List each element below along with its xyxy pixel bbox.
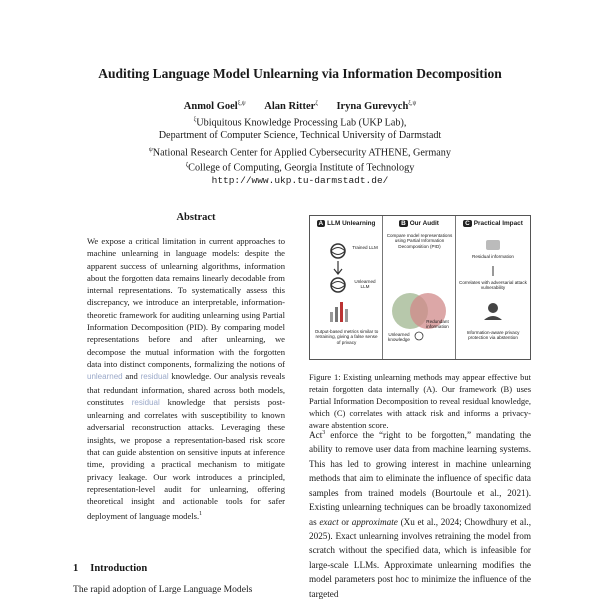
author: Alan Ritter$^\zeta$ (264, 100, 318, 112)
lab-url-link[interactable]: http://www.ukp.tu-darmstadt.de/ (211, 175, 389, 186)
label: Unlearned LLM (354, 279, 376, 290)
footnote-marker[interactable]: 3 (322, 430, 326, 436)
figure-caption: Figure 1: Existing unlearning methods may appear effective but retain forgotten data internally (A). Our framework (B) uses Partial Information Decomposition to reveal residual knowledge, which (C) correlates with attack risk and informs a privacy-aware abstention score. (309, 372, 531, 430)
label: Output-based metrics similar to retraining, giving a false sense of privacy (314, 329, 379, 345)
panel-c: C Practical Impact Residual information Correlates with adversarial attack vulnerability Information-aware privacy protection via abstention (456, 216, 530, 359)
label: Residual information (472, 254, 514, 259)
model-icon (331, 278, 345, 292)
label: Unlearned knowledge (388, 332, 410, 343)
label: Correlates with adversarial attack vulnerability (459, 280, 527, 291)
label: Compare model representations using Partial Information Decomposition (PID) (386, 233, 453, 249)
author: Anmol Goel$^{\xi,\psi}$ (183, 100, 246, 112)
label: Redundant information (426, 319, 449, 330)
paper-title: Auditing Language Model Unlearning via Information Decomposition (98, 66, 502, 81)
section-heading: 1 Introduction (73, 563, 148, 574)
figure-1 (309, 215, 531, 360)
affiliation: $^\zeta$College of Computing, Georgia Institute of Technology (185, 162, 415, 174)
label: Trained LLM (352, 245, 378, 250)
bar-icon (330, 312, 333, 322)
model-icon (331, 244, 345, 258)
affiliation: $^\xi$Ubiquitous Knowledge Processing Lab (UKP Lab), (193, 117, 407, 129)
unlearned-term: unlearned (87, 372, 123, 382)
label: Information-aware privacy protection via abstention (466, 330, 520, 341)
abstract-heading: Abstract (176, 212, 216, 223)
affiliation: $^\psi$National Research Center for Applied Cybersecurity ATHENE, Germany (149, 147, 451, 159)
intro-text: The rapid adoption of Large Language Models (73, 584, 253, 595)
residual-term: residual (131, 397, 160, 407)
footnote-marker[interactable]: 1 (199, 510, 203, 517)
panel-a: A LLM Unlearning Trained LLM Unlearned LLM Output-based metrics similar to retraining, giving a false sense of privacy (310, 216, 383, 359)
abstract-text: We expose a critical limitation in current approaches to machine unlearning in language models: despite the apparent success of unlearning algorithms, information about the forgotten data remains linearly decodable from internal representations. To systematically assess this discrepancy, we introduce an interpretable, information-theoretic framework for auditing unlearning using Partial Information Decomposition (PID). By comparing model representations before and after unlearning, we decompose the mutual information with the forgotten data into distinct components, formalizing the notions of unlearned and residual knowledge. Our analysis reveals that redundant information, shared across both models, constitutes residual knowledge that persists post-unlearning and correlates with susceptibility to known adversarial reconstruction attacks. Leveraging these insights, we propose a representation-based risk score that can guide abstention on sensitive inputs at inference time, providing a practical mechanism to mitigate privacy leakage. Our work introduces a principled, representation-level audit for unlearning, offering theoretical insight and actionable tools for safer deployment of language models.$^1$ (87, 236, 286, 521)
author: Iryna Gurevych$^{\xi,\psi}$ (336, 100, 417, 112)
database-icon (486, 240, 500, 250)
body-text-right: Act$^3$ enforce the “right to be forgotten,” mandating the ability to remove user data from machine learning systems. This has led to growing interest in machine unlearning methods that aim to eliminate the influence of specific data samples from trained models (Bourtoule et al., 2021). Existing unlearning techniques can be broadly taxonomized as exact or approximate (Xu et al., 2024; Chowdhury et al., 2025). Exact unlearning involves retraining the model from scratch without the specified data, which is infeasible for large-scale LLMs. Approximate unlearning modifies the model parameters post hoc to minimize the influence of the targeted (309, 430, 532, 599)
affiliation: Department of Computer Science, Technical University of Darmstadt (158, 130, 442, 141)
residual-term: residual (140, 372, 169, 382)
hacker-icon (488, 303, 498, 313)
face-icon (415, 332, 423, 340)
author-list (0, 100, 600, 112)
panel-b: B Our Audit Compare model representations using Partial Information Decomposition (PID) Redundant information Unlearned knowledge (383, 216, 456, 359)
